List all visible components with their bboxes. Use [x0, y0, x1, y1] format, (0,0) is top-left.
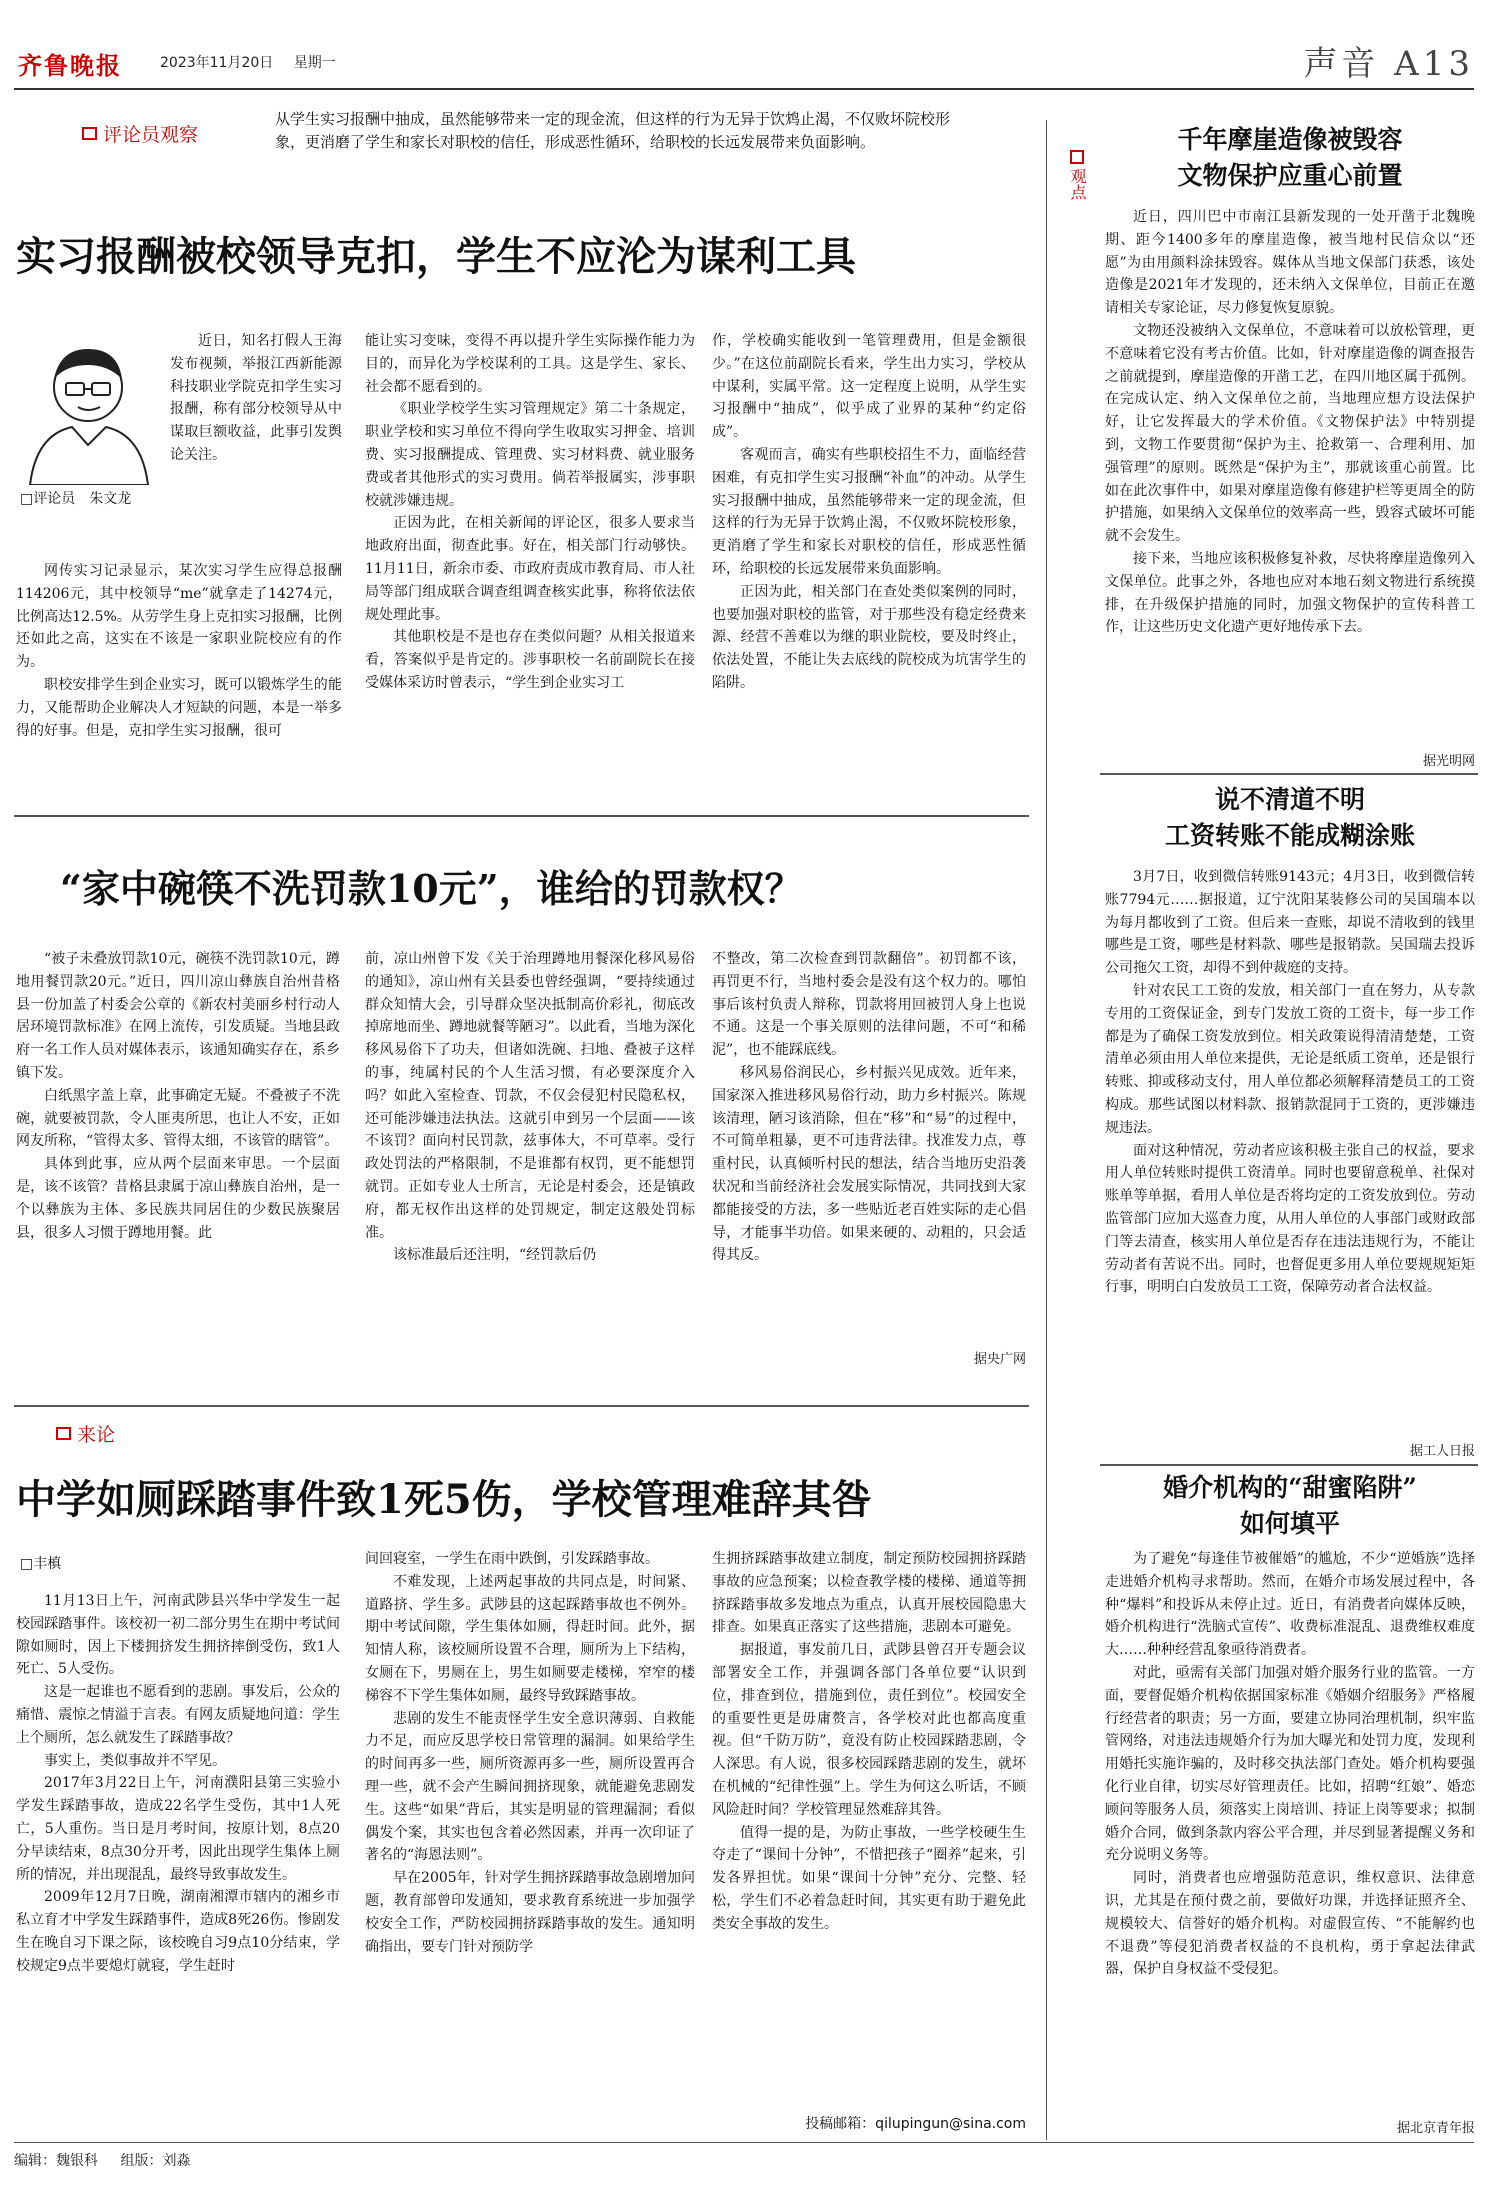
sidebar-article1-title — [1105, 122, 1475, 194]
article3-col3-p3: 值得一提的是，为防止事故，一些学校硬生生夺走了“课间十分钟”，不惜把孩子“圈养”起来，引发各界担忧。如果“课间十分钟”充分、完整、轻松，学生们不必着急赶时间，其实更有助于避免此类安全事故的发生。 — [712, 1824, 1026, 1932]
article1-col3-p1: 作，学校确实能收到一笔管理费用，但是金额很少。”在这位前副院长看来，学生出力实习，学校从中谋利，实属平常。这一定程度上说明，从学生实习报酬中“抽成”，似乎成了业界的某种“约定俗成”。 — [712, 333, 1026, 441]
title-line: 说不清道不明 — [1214, 785, 1365, 814]
sidebar-article1-credit: 据光明网 — [1422, 754, 1475, 769]
divider-rule — [1100, 1464, 1478, 1466]
article1-col3-p3: 正因为此，相关部门在查处类似案例的同时，也要加强对职校的监管，对于那些没有稳定经费来源、经营不善难以为继的职业院校，要及时终止，依法处置，不能让失去底线的院校成为坑害学生的陷阱。 — [712, 583, 1026, 691]
tag-box-icon — [82, 127, 97, 140]
tag-box-icon — [56, 1427, 71, 1440]
sidebar-article3-body — [1105, 1548, 1475, 2118]
article3-col2-p4: 早在2005年，针对学生拥挤踩踏事故急剧增加问题，教育部曾印发通知，要求教育系统进一步加强学校安全工作，严防校园拥挤踩踏事故的发生。通知明确指出，要专门针对预防学 — [365, 1870, 695, 1955]
sidebar-article2-title — [1105, 782, 1475, 854]
article1-col3-p2: 客观而言，确实有些职校招生不力，面临经营困难，有克扣学生实习报酬“补血”的冲动。从学生实习报酬中抽成，虽然能够带来一定的现金流，但这样的行为无异于饮鸩止渴，不仅败坏院校形象，更消磨了学生和家长对职校的信任，形成恶性循环，给职校的长远发展带来负面影响。 — [712, 446, 1026, 577]
article2-column-1 — [16, 948, 340, 1368]
divider-rule — [14, 1405, 1029, 1407]
article3-byline: □丰槙 — [20, 1556, 62, 1572]
sidebar-divider — [1046, 120, 1047, 2140]
sidebar-tag-label: 观点 — [1068, 168, 1087, 200]
date-text: 2023年11月20日 — [160, 55, 274, 71]
sidebar-article3-p3: 同时，消费者也应增强防范意识，维权意识、法律意识，尤其是在预付费之前，要做好功课，并选择证照齐全、规模较大、信誉好的婚介机构。对虚假宣传、“不能解约也不退费”等侵犯消费者权益的不良机构，勇于拿起法律武器，保护自身权益不受侵犯。 — [1105, 1870, 1475, 1978]
article2-col1-p2: 白纸黑字盖上章，此事确定无疑。不叠被子不洗碗，就要被罚款，令人匪夷所思，也让人不安，正如网友所称，“管得太多、管得太细，不该管的瞎管”。 — [16, 1087, 340, 1150]
article1-col2-p1: 能让实习变味，变得不再以提升学生实际操作能力为目的，而异化为学校谋利的工具。这是学生、家长、社会都不愿看到的。 — [365, 333, 695, 395]
page-footer — [14, 2150, 190, 2170]
article2-col3-p1: 不整改，第二次检查到罚款翻倍”。初罚都不该，再罚更不行，当地村委会是没有这个权力的。哪怕事后该村负责人辩称，罚款将用回被罚人身上也说不通。这是一个事关原则的法律问题，不可“和稀泥”，也不能踩底线。 — [712, 951, 1026, 1059]
title-line: 文物保护应重心前置 — [1177, 161, 1403, 190]
article1-headline: 实习报酬被校领导克扣，学生不应沦为谋利工具 — [16, 233, 856, 280]
sidebar-article1-p2: 文物还没被纳入文保单位，不意味着可以放松管理，更不意味着它没有考古价值。比如，针对摩崖造像的调查报告之前就提到，摩崖造像的开凿工艺，在四川地区属于孤例。在完成认定、纳入文保单位之前，当地理应想方设法保护好，让它发挥最大的学术价值。《文物保护法》中特别提到，文物工作要贯彻“保护为主、抢救第一、合理利用、加强管理”的原则。既然是“保护为主”，那就该重心前置。比如在此次事件中，如果对摩崖造像有修建护栏等更周全的防护措施，如果纳入文保单位的效率高一些，毁容式破坏可能就不会发生。 — [1105, 322, 1475, 545]
article3-col2-p1: 间回寝室，一学生在雨中跌倒，引发踩踏事故。 — [365, 1551, 659, 1567]
article1-col2-p4: 其他职校是不是也存在类似问题？从相关报道来看，答案似乎是肯定的。涉事职校一名前副院长在接受媒体采访时曾表示，“学生到企业实习工 — [365, 629, 695, 691]
title-line: 千年摩崖造像被毁容 — [1177, 125, 1403, 154]
article1-col1-p2: 职校安排学生到企业实习，既可以锻炼学生的能力，又能帮助企业解决人才短缺的问题，本是一举多得的好事。但是，克扣学生实习报酬，很可 — [16, 676, 342, 739]
article1-column-1 — [16, 560, 342, 798]
article3-col3-p2: 据报道，事发前几日，武陟县曾召开专题会议部署安全工作，并强调各部门各单位要“认识到位，排查到位，措施到位，责任到位”。校园安全的重要性更是毋庸赘言，各学校对此也都高度重视。但“千防万防”，竟没有防止校园踩踏悲剧，令人深思。有人说，很多校园踩踏悲剧的发生，就坏在机械的“纪律性强”上。学生为何这么听话，不顾风险赶时间？学校管理显然难辞其咎。 — [712, 1642, 1026, 1818]
sidebar-article2-p2: 针对农民工工资的发放，相关部门一直在努力，从专款专用的工资保证金，到专门发放工资的工资卡，每一步工作都是为了确保工资发放到位。相关政策说得清清楚楚，工资清单必须由用人单位来提供，无论是纸质工资单，还是银行转账、抑或移动支付，用人单位都必须解释清楚员工的工资构成。那些试图以材料款、报销款混同于工资的，更涉嫌违规违法。 — [1105, 982, 1475, 1136]
issue-date — [160, 52, 336, 72]
title-line: 如何填平 — [1239, 1509, 1340, 1538]
sidebar-article2-credit: 据工人日报 — [1409, 1444, 1475, 1459]
tag-box-icon — [1070, 150, 1084, 164]
newspaper-logo: 齐鲁晚报 — [18, 51, 122, 80]
article2-col1-p3: 具体到此事，应从两个层面来审思。一个层面是，该不该管？昔格县隶属于凉山彝族自治州，是一个以彝族为主体、多民族共同居住的少数民族聚居县，很多人习惯于蹲地用餐。此 — [16, 1156, 340, 1241]
article3-headline: 中学如厕踩踏事件致1死5伤，学校管理难辞其咎 — [16, 1476, 872, 1523]
sidebar-article1-body — [1105, 206, 1475, 750]
sidebar-article3-title — [1105, 1470, 1475, 1542]
divider-rule — [1100, 773, 1478, 775]
article3-column-2 — [365, 1548, 695, 2138]
article3-col3-p1: 生拥挤踩踏事故建立制度，制定预防校园拥挤踩踏事故的应急预案；以检查教学楼的楼梯、通道等拥挤踩踏事故多发地点为重点，认真开展校园隐患大排查。如果真正落实了这些措施，悲剧本可避免。 — [712, 1551, 1026, 1636]
submission-email[interactable]: 投稿邮箱：qilupingun@sina.com — [805, 2116, 1026, 2132]
article2-col2-p1: 前，凉山州曾下发《关于治理蹲地用餐深化移风易俗的通知》，凉山州有关县委也曾经强调，“要持续通过群众知情大会，引导群众坚决抵制高价彩礼，彻底改掉席地而坐、蹲地就餐等陋习”。以此看，当地为深化移风易俗下了功夫，但诸如洗碗、扫地、叠被子这样的事，纯属村民的个人生活习惯，有必要深度介入吗？如此入室检查、罚款，不仅会侵犯村民隐私权，还可能涉嫌违法执法。这就引申到另一个层面——该不该罚？面向村民罚款，兹事体大，不可草率。受行政处罚法的严格限制，不是谁都有权罚，更不能想罚就罚。正如专业人士所言，无论是村委会，还是镇政府，都无权作出这样的处罚规定，制定这般处罚标准。 — [365, 951, 695, 1241]
article3-col1-p1: 11月13日上午，河南武陟县兴华中学发生一起校园踩踏事件。该校初一初二部分男生在期中考试间隙如厕时，因上下楼拥挤发生拥挤摔倒受伤，致1人死亡、5人受伤。 — [16, 1593, 340, 1678]
article1-byline: □评论员 朱文龙 — [20, 491, 132, 507]
article2-column-3 — [712, 948, 1026, 1348]
article1-intro-paragraph: 近日，知名打假人王海发布视频，举报江西新能源科技职业学院克扣学生实习报酬，称有部分校领导从中谋取巨额收益，此事引发舆论关注。 — [170, 333, 342, 463]
sidebar-article2-p1: 3月7日，收到微信转账9143元；4月3日，收到微信转账7794元……据报道，辽宁沈阳某装修公司的吴国瑞本以为每月都收到了工资。但后来一查账，却说不清收到的钱里哪些是工资，哪些是材料款、哪些是报销款。吴国瑞去投诉公司拖欠工资，却得不到仲裁庭的支持。 — [1105, 869, 1475, 977]
weekday-text: 星期一 — [293, 55, 336, 71]
layout-credit: 组版：刘淼 — [120, 2153, 191, 2169]
article3-col1-p5: 2009年12月7日晚，湖南湘潭市辖内的湘乡市私立育才中学发生踩踏事件，造成8死26伤。惨剧发生在晚自习下课之际，该校晚自习9点10分结束，学校规定9点半要熄灯就寝，学生赶时 — [16, 1889, 340, 1974]
section-tag-opinion — [56, 1420, 115, 1447]
article2-credit: 据央广网 — [973, 1352, 1026, 1367]
sidebar-article1-p1: 近日，四川巴中市南江县新发现的一处开凿于北魏晚期、距今1400多年的摩崖造像，被当地村民信众以“还愿”为由用颜料涂抹毁容。媒体从当地文保部门获悉，该处造像是2021年才发现的，还未纳入文保单位，目前正在邀请相关专家论证，尽力修复恢复原貌。 — [1105, 209, 1475, 317]
article2-column-2 — [365, 948, 695, 1368]
article2-col1-p1: “被子未叠放罚款10元，碗筷不洗罚款10元，蹲地用餐罚款20元。”近日，四川凉山彝族自治州昔格县一份加盖了村委会公章的《新农村美丽乡村行动人居环境罚款标准》在网上流传，引发质疑。当地县政府一名工作人员对媒体表示，该通知确实存在，系乡镇下发。 — [16, 951, 340, 1081]
article1-column-2 — [365, 330, 695, 798]
masthead-rule — [14, 88, 1474, 90]
article3-col1-p3: 事实上，类似事故并不罕见。 — [44, 1752, 226, 1769]
editor-credit: 编辑：魏银科 — [14, 2153, 98, 2169]
footer-rule — [14, 2142, 1474, 2143]
author-portrait — [20, 335, 160, 485]
section-tag-commentary — [82, 120, 198, 147]
sidebar-section-tag — [1066, 150, 1088, 200]
article3-col2-p3: 悲剧的发生不能责怪学生安全意识薄弱、自救能力不足，而应反思学校日常管理的漏洞。如果给学生的时间再多一些，厕所资源再多一些，厕所设置再合理一些，就不会产生瞬间拥挤现象，就能避免悲剧发生。这些“如果”背后，其实是明显的管理漏洞；看似偶发个案，其实也包含着必然因素，并再一次印证了著名的“海恩法则”。 — [365, 1710, 695, 1864]
article3-col1-p4: 2017年3月22日上午，河南濮阳县第三实验小学发生踩踏事故，造成22名学生受伤，其中1人死亡，5人重伤。当日是月考时间，按原计划，8点20分早读结束，8点30分开考，因此出现学生集体上厕所的情况，并出现混乱，最终导致事故发生。 — [16, 1775, 340, 1883]
section-tag-label: 评论员观察 — [103, 124, 199, 146]
article3-col2-p2: 不难发现，上述两起事故的共同点是，时间紧、道路挤、学生多。武陟县的这起踩踏事故也不例外。期中考试间隙，学生集体如厕，得赶时间。此外，据知情人称，该校厕所设置不合理，厕所为上下结构，女厕在下，男厕在上，男生如厕要走楼梯，窄窄的楼梯容不下学生集体如厕，最终导致踩踏事故。 — [365, 1573, 695, 1704]
section-tag-label: 来论 — [77, 1424, 116, 1446]
title-line: 工资转账不能成糊涂账 — [1164, 821, 1415, 850]
article1-col1-p1: 网传实习记录显示，某次实习学生应得总报酬114206元，其中校领导“me”就拿走了14274元，比例高达12.5%。从劳学生身上克扣实习报酬，比例还如此之高，这实在不该是一家职业院校应有的作为。 — [16, 563, 342, 671]
sidebar-article2-p3: 面对这种情况，劳动者应该积极主张自己的权益，要求用人单位转账时提供工资清单。同时也要留意税单、社保对账单等单据，看用人单位是否将均定的工资发放到位。劳动监管部门应加大巡查力度，从用人单位的人事部门或财政部门等去清查，核实用人单位是否存在违法违规行为，不能让劳动者有苦说不出。同时，也督促更多用人单位要规规矩矩行事，明明白白发放员工工资，保障劳动者合法权益。 — [1105, 1142, 1475, 1296]
page-label: 声音 A13 — [1303, 44, 1474, 84]
sidebar-article2-body — [1105, 866, 1475, 1440]
article2-col3-p2: 移风易俗润民心，乡村振兴见成效。近年来，国家深入推进移风易俗行动，助力乡村振兴。陈规该清理，陋习该消除，但在“移”和“易”的过程中，不可简单粗暴，更不可违背法律。找准发力点，尊重村民，认真倾听村民的想法，结合当地历史沿袭状况和当前经济社会发展实际情况，共同找到大家都能接受的方法，多一些贴近老百姓实际的走心倡导，才能事半功倍。如果来硬的、动粗的，只会适得其反。 — [712, 1064, 1026, 1264]
article1-col2-p3: 正因为此，在相关新闻的评论区，很多人要求当地政府出面，彻查此事。好在，相关部门行动够快。11月11日，新余市委、市政府责成市教育局、市人社局等部门组成联合调查组调查核实此事，称将依法依规处理此事。 — [365, 515, 695, 623]
article1-column-3 — [712, 330, 1026, 798]
sidebar-article3-p2: 对此，亟需有关部门加强对婚介服务行业的监管。一方面，要督促婚介机构依据国家标准《婚姻介绍服务》严格履行经营者的职责；另一方面，要建立协同治理机制，织牢监管网络，对违法违规婚介行为加大曝光和处罚力度，发现利用婚托实施诈骗的，及时移交执法部门查处。婚介机构要强化行业自律，切实尽好管理责任。比如，招聘“红娘”、婚恋顾问等服务人员，须落实上岗培训、持证上岗等要求；拟制婚介合同，做到条款内容公平合理，并尽到显著提醒义务和充分说明义务等。 — [1105, 1664, 1475, 1864]
article1-intro — [170, 330, 342, 514]
article1-summary: 从学生实习报酬中抽成，虽然能够带来一定的现金流，但这样的行为无异于饮鸩止渴，不仅败坏院校形象，更消磨了学生和家长对职校的信任，形成恶性循环，给职校的长远发展带来负面影响。 — [275, 110, 951, 151]
sidebar-article3-credit: 据北京青年报 — [1396, 2121, 1475, 2136]
article2-col2-p2: 该标准最后还注明，“经罚款后仍 — [393, 1247, 597, 1264]
sidebar-article1-p3: 接下来，当地应该积极修复补救，尽快将摩崖造像列入文保单位。此事之外，各地也应对本地石刻文物进行系统摸排，在升级保护措施的同时，加强文物保护的宣传科普工作，让这些历史文化遗产更好地传承下去。 — [1105, 550, 1475, 636]
article3-column-3 — [712, 1548, 1026, 2110]
divider-rule — [14, 815, 1029, 817]
title-line: 婚介机构的“甜蜜陷阱” — [1163, 1473, 1417, 1502]
article2-headline: “家中碗筷不洗罚款10元”，谁给的罚款权？ — [60, 866, 803, 911]
sidebar-article3-p1: 为了避免“每逢佳节被催婚”的尴尬，不少“逆婚族”选择走进婚介机构寻求帮助。然而，在婚介市场发展过程中，各种“爆料”和投诉从未停止过。近日，有消费者向媒体反映，婚介机构进行“洗脑式宣传”、收费标准混乱、退费维权难度大……种种经营乱象亟待消费者。 — [1105, 1551, 1475, 1659]
article1-col2-p2: 《职业学校学生实习管理规定》第二十条规定，职业学校和实习单位不得向学生收取实习押金、培训费、实习报酬提成、管理费、实习材料费、就业服务费或者其他形式的实习费用。倘若举报属实，涉事职校就涉嫌违规。 — [365, 401, 695, 509]
article3-column-1 — [16, 1590, 340, 2138]
article3-col1-p2: 这是一起谁也不愿看到的悲剧。事发后，公众的痛惜、震惊之情溢于言表。有网友质疑地问道：学生上个厕所，怎么就发生了踩踏事故？ — [16, 1684, 340, 1746]
